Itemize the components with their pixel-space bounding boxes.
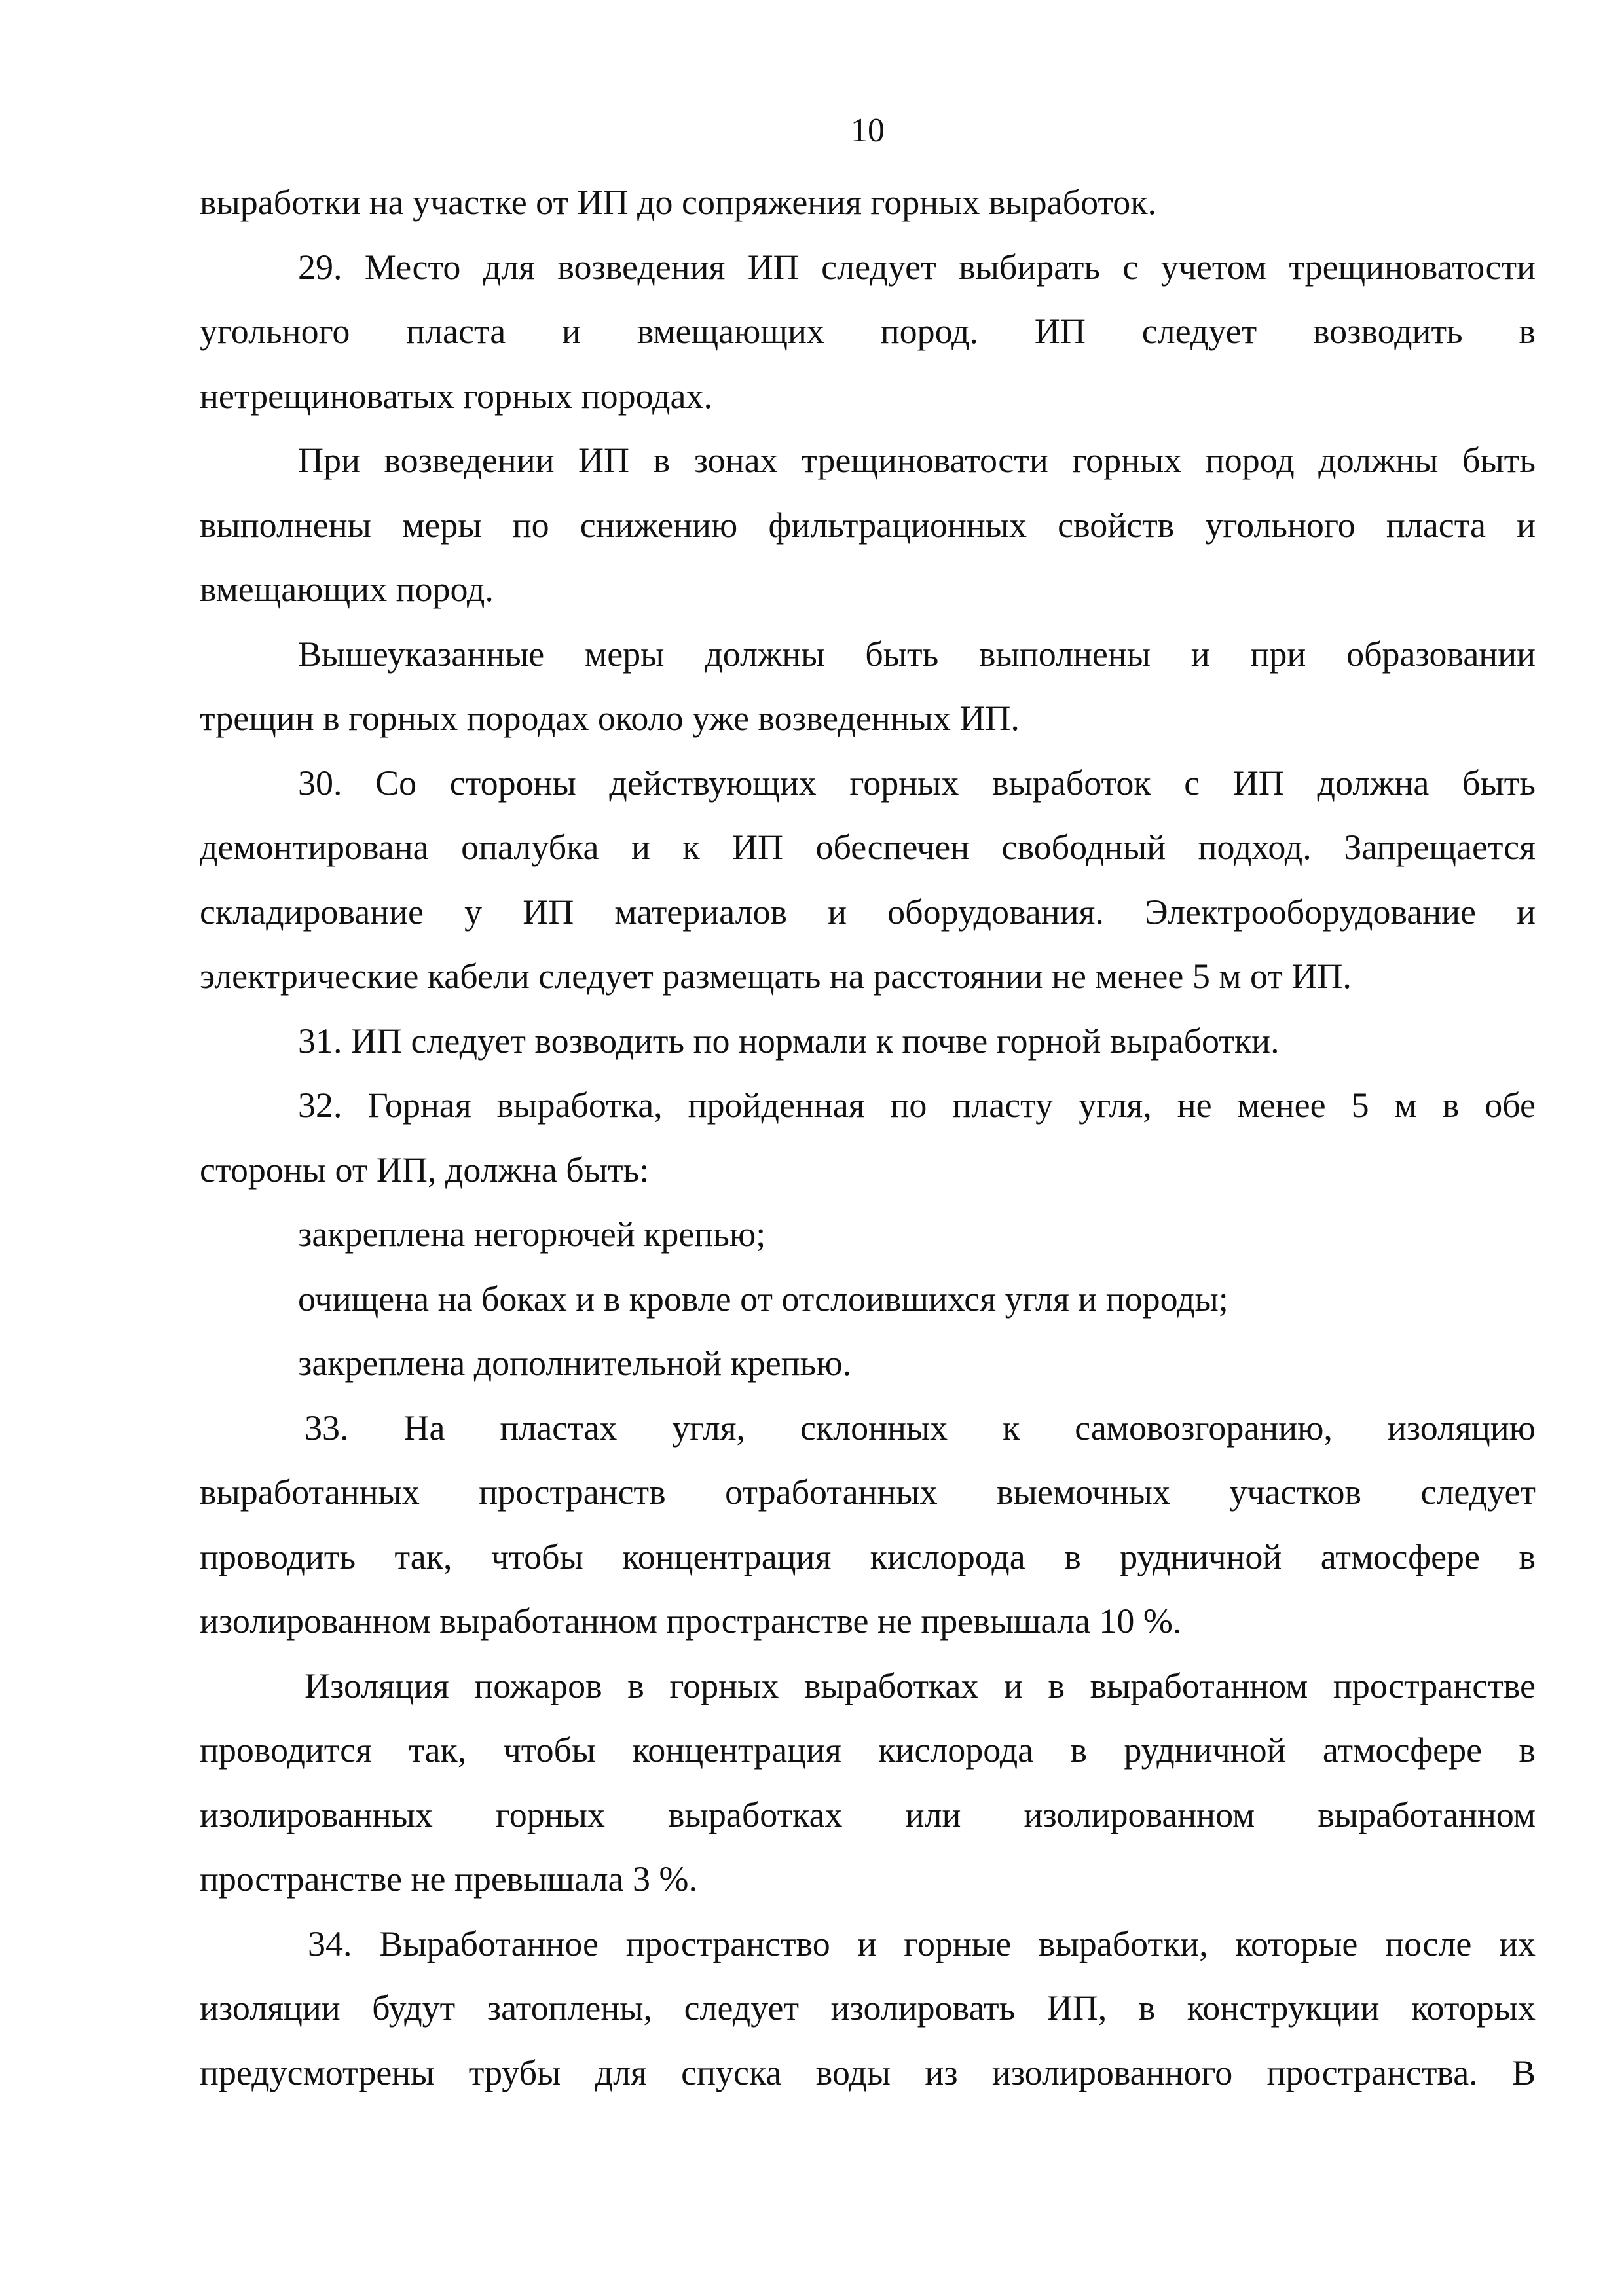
text-line: 31. ИП следует возводить по нормали к почве горной выработки. <box>298 1021 1280 1061</box>
text-line: закреплена дополнительной крепью. <box>298 1343 852 1383</box>
text-line: пространстве не превышала 3 %. <box>200 1859 697 1899</box>
text-line: изолированных горных выработках или изолированном выработанном <box>200 1795 1536 1834</box>
text-line: трещин в горных породах около уже возведенных ИП. <box>200 699 1020 738</box>
text-line: закреплена негорючей крепью; <box>298 1214 766 1254</box>
text-line: электрические кабели следует размещать на расстоянии не менее 5 м от ИП. <box>200 957 1352 996</box>
text-line: очищена на боках и в кровле от отслоившихся угля и породы; <box>298 1279 1228 1319</box>
text-line: нетрещиноватых горных породах. <box>200 376 712 416</box>
page-number: 10 <box>851 112 885 149</box>
text-line: Вышеуказанные меры должны быть выполнены и при образовании <box>298 634 1536 674</box>
text-line: 34. Выработанное пространство и горные выработки, которые после их <box>308 1923 1536 1963</box>
text-line: угольного пласта и вмещающих пород. ИП следует возводить в <box>200 312 1536 351</box>
text-line: 32. Горная выработка, пройденная по пласту угля, не менее 5 м в обе <box>298 1085 1536 1125</box>
text-line: выполнены меры по снижению фильтрационных свойств угольного пласта и <box>200 505 1536 545</box>
text-line: складирование у ИП материалов и оборудования. Электрооборудование и <box>200 892 1536 932</box>
text-line: При возведении ИП в зонах трещиноватости горных пород должны быть <box>298 441 1536 480</box>
document-body <box>200 170 1536 2105</box>
document-page <box>200 98 1536 2259</box>
text-line: выработки на участке от ИП до сопряжения горных выработок. <box>200 183 1157 222</box>
text-line: 29. Место для возведения ИП следует выбирать с учетом трещиноватости <box>298 247 1536 287</box>
text-line: изоляции будут затоплены, следует изолировать ИП, в конструкции которых <box>200 1988 1536 2028</box>
text-line: выработанных пространств отработанных выемочных участков следует <box>200 1472 1536 1512</box>
text-line: демонтирована опалубка и к ИП обеспечен свободный подход. Запрещается <box>200 828 1536 867</box>
text-line: проводить так, чтобы концентрация кислорода в рудничной атмосфере в <box>200 1537 1536 1576</box>
text-line: изолированном выработанном пространстве не превышала 10 %. <box>200 1601 1182 1641</box>
text-line: 33. На пластах угля, склонных к самовозгоранию, изоляцию <box>304 1408 1536 1448</box>
text-line: 30. Со стороны действующих горных выработок с ИП должна быть <box>298 763 1536 803</box>
text-line: проводится так, чтобы концентрация кислорода в рудничной атмосфере в <box>200 1730 1536 1770</box>
text-line: Изоляция пожаров в горных выработках и в выработанном пространстве <box>304 1666 1536 1705</box>
text-line: стороны от ИП, должна быть: <box>200 1150 650 1190</box>
text-line: вмещающих пород. <box>200 570 494 609</box>
text-line: предусмотрены трубы для спуска воды из изолированного пространства. В <box>200 2052 1536 2092</box>
